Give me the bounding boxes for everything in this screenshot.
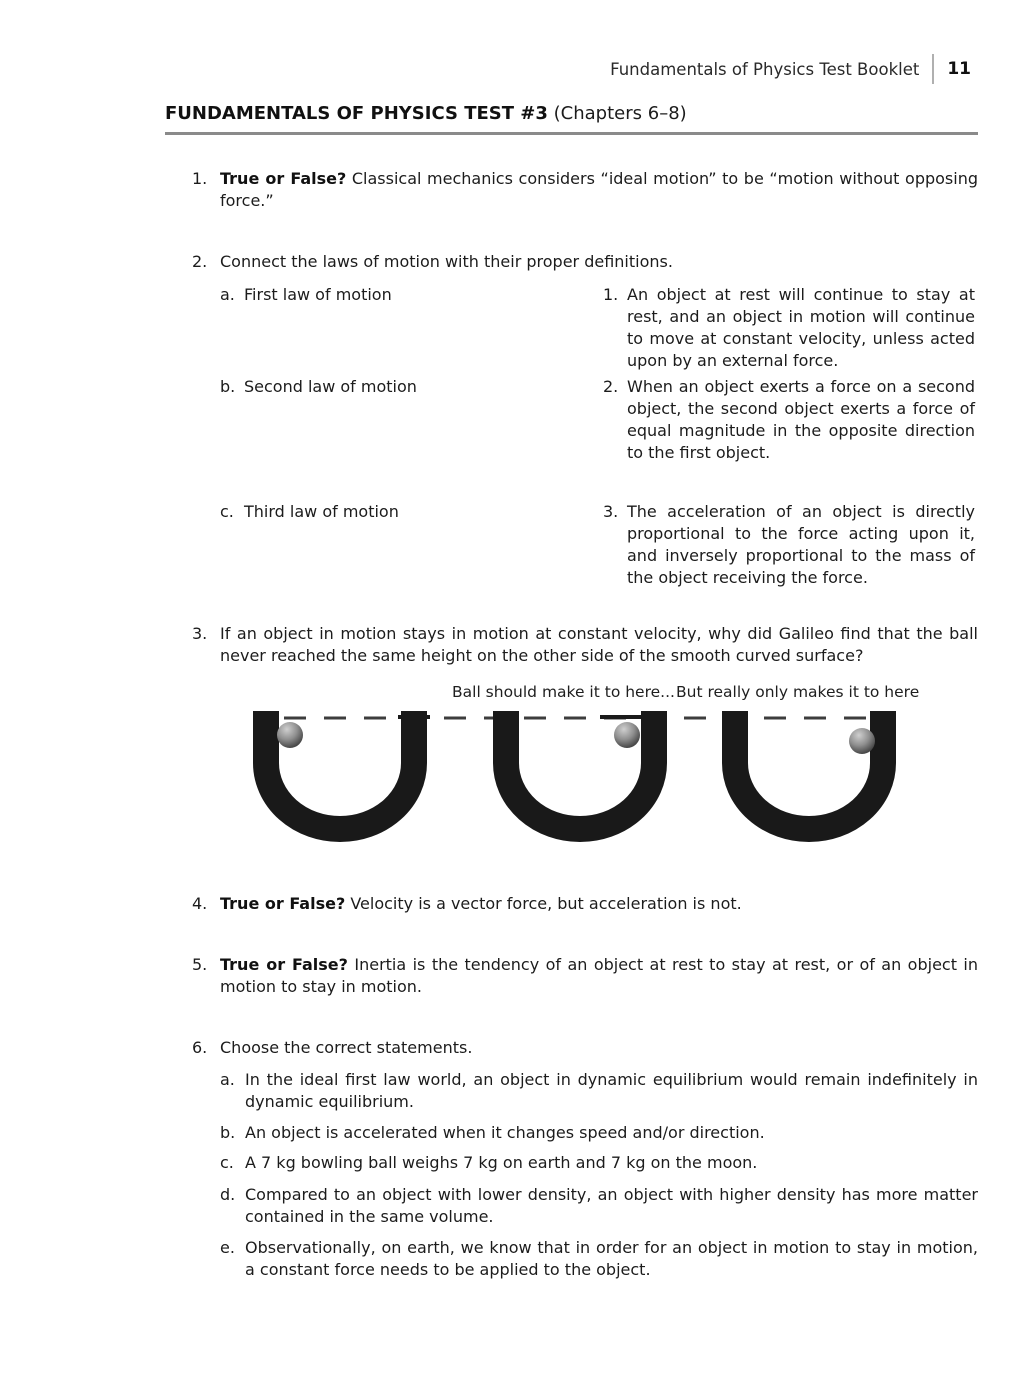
option-a (220, 1069, 978, 1113)
definition-3-text: The acceleration of an object is directly proportional to the force acting upon it, and inversely proportional to the mass of the object receiving the force. (627, 502, 975, 587)
option-b-letter: b. (220, 1123, 236, 1142)
law-b-text: Second law of motion (244, 377, 417, 396)
option-e-letter: e. (220, 1238, 235, 1257)
match-row-b (220, 376, 978, 464)
question-5 (192, 954, 978, 998)
question-6-number: 6. (192, 1038, 208, 1057)
question-1-text: True or False? Classical mechanics considers “ideal motion” to be “motion without opposing force.” (220, 169, 978, 210)
test-title (165, 103, 978, 135)
option-a-letter: a. (220, 1070, 235, 1089)
ball-icon-1 (277, 722, 303, 748)
question-3-text: If an object in motion stays in motion at constant velocity, why did Galileo find that the ball never reached the same height on the other side of the smooth curved surface? (220, 624, 978, 665)
option-e (220, 1237, 978, 1281)
option-b (220, 1122, 978, 1144)
page-header (610, 54, 971, 84)
question-2-number: 2. (192, 252, 208, 271)
question-3-number: 3. (192, 624, 208, 643)
option-d-letter: d. (220, 1185, 236, 1204)
law-b-letter: b. (220, 377, 236, 396)
option-e-text: Observationally, on earth, we know that in order for an object in motion to stay in motion, a constant force needs to be applied to the object. (245, 1238, 978, 1279)
definition-1-number: 1. (603, 285, 619, 304)
law-c-text: Third law of motion (244, 502, 399, 521)
law-c-letter: c. (220, 502, 234, 521)
question-3 (192, 623, 978, 667)
law-a (220, 284, 603, 372)
ball-icon-2 (614, 722, 640, 748)
question-6 (192, 1037, 978, 1059)
question-4-text: True or False? Velocity is a vector force, but acceleration is not. (220, 894, 742, 913)
question-4 (192, 893, 978, 915)
definition-2-number: 2. (603, 377, 619, 396)
diagram-label-right: But really only makes it to here (676, 683, 920, 701)
page-number: 11 (947, 59, 971, 79)
question-4-number: 4. (192, 894, 208, 913)
booklet-title: Fundamentals of Physics Test Booklet (610, 59, 920, 79)
match-row-c (220, 501, 978, 589)
definition-3-number: 3. (603, 502, 619, 521)
header-divider (932, 54, 934, 84)
definition-2 (603, 376, 975, 464)
option-a-text: In the ideal first law world, an object in dynamic equilibrium would remain indefinitely in dynamic equilibrium. (245, 1070, 978, 1111)
option-d-text: Compared to an object with lower density, an object with higher density has more matter contained in the same volume. (245, 1185, 978, 1226)
true-or-false-label: True or False? (220, 894, 346, 913)
law-a-text: First law of motion (244, 285, 392, 304)
option-b-text: An object is accelerated when it changes speed and/or direction. (245, 1123, 765, 1142)
definition-1 (603, 284, 975, 372)
galileo-track-diagram (240, 703, 1000, 848)
definition-2-text: When an object exerts a force on a second object, the second object exerts a force of equal magnitude in the opposite direction to the first object. (627, 377, 975, 462)
question-5-number: 5. (192, 955, 208, 974)
question-1-number: 1. (192, 169, 208, 188)
law-a-letter: a. (220, 285, 235, 304)
question-2 (192, 251, 978, 273)
match-row-a (220, 284, 978, 372)
question-2-text: Connect the laws of motion with their proper definitions. (220, 252, 673, 271)
diagram-label-left: Ball should make it to here... (452, 683, 675, 701)
option-c-letter: c. (220, 1153, 234, 1172)
question-6-text: Choose the correct statements. (220, 1038, 473, 1057)
definition-3 (603, 501, 975, 589)
option-c-text: A 7 kg bowling ball weighs 7 kg on earth and 7 kg on the moon. (245, 1153, 758, 1172)
question-5-text: True or False? Inertia is the tendency of an object at rest to stay at rest, or of an object in motion to stay in motion. (220, 955, 979, 996)
option-d (220, 1184, 978, 1228)
test-title-chapters: (Chapters 6–8) (553, 103, 687, 124)
law-b (220, 376, 603, 464)
true-or-false-label: True or False? (220, 169, 347, 188)
test-title-main: FUNDAMENTALS OF PHYSICS TEST #3 (165, 103, 548, 124)
true-or-false-label: True or False? (220, 955, 348, 974)
ball-icon-3 (849, 728, 875, 754)
option-c (220, 1152, 978, 1174)
definition-1-text: An object at rest will continue to stay at rest, and an object in motion will continue to move at constant velocity, unless acted upon by an external force. (627, 285, 975, 370)
law-c (220, 501, 603, 589)
question-1 (192, 168, 978, 212)
